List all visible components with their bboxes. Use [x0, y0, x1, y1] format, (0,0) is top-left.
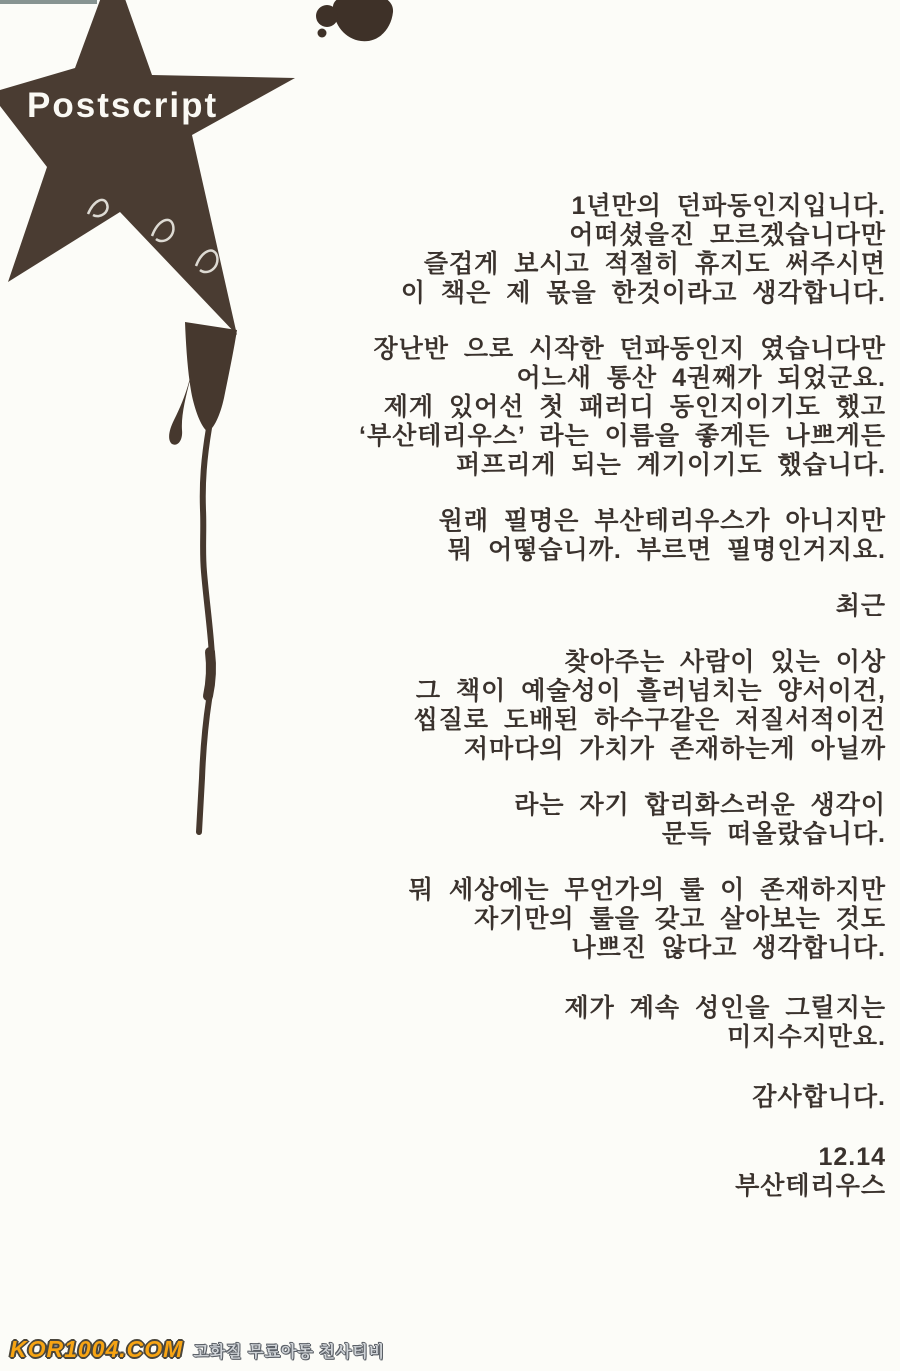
- text-line: 장난반 으로 시작한 던파동인지 였습니다만: [373, 335, 886, 363]
- text-line: 나쁘진 않다고 생각합니다.: [571, 934, 886, 962]
- watermark: [10, 1336, 385, 1363]
- ink-drip-tail: [199, 428, 212, 832]
- watermark-tagline-text: 고화질 무료아동 천사티비: [193, 1344, 386, 1361]
- text-line: 찾아주는 사람이 있는 이상: [564, 648, 886, 676]
- text-line: 어떠셨을진 모르겠습니다만: [569, 221, 886, 249]
- text-line: 문득 떠올랐습니다.: [661, 820, 886, 848]
- ink-blot-icon: [316, 0, 393, 41]
- text-line: 퍼프리게 되는 계기이기도 했습니다.: [455, 451, 886, 479]
- text-line: 감사합니다.: [752, 1083, 886, 1111]
- text-line: 그 책이 예술성이 흘러넘치는 양서이건,: [415, 677, 886, 705]
- paragraph-rules: [359, 876, 886, 963]
- ink-drip: [185, 322, 237, 432]
- text-line: 라는 자기 합리화스러운 생각이: [514, 791, 886, 819]
- paragraph-penname: [359, 507, 886, 565]
- text-line: 즐겁게 보시고 적절히 휴지도 써주시면: [423, 250, 886, 278]
- watermark-site-text: KOR1004.COM: [10, 1336, 184, 1362]
- text-line: 원래 필명은 부산테리우스가 아니지만: [438, 507, 886, 535]
- signature-date: 12.14: [818, 1143, 886, 1171]
- text-line: 최근: [835, 592, 886, 620]
- page-title: Postscript: [27, 86, 219, 125]
- star-ink-artwork: [0, 0, 420, 860]
- paragraph-future: [359, 994, 886, 1052]
- text-line: 제게 있어선 첫 패러디 동인지이기도 했고: [383, 393, 886, 421]
- text-line: 1년만의 던파동인지입니다.: [571, 192, 886, 220]
- text-line: 씹질로 도배된 하수구같은 저질서적이건: [413, 706, 886, 734]
- ink-droplet: [169, 378, 190, 445]
- text-line: 미지수지만요.: [727, 1023, 886, 1051]
- text-line: ‘부산테리우스’ 라는 이름을 좋게든 나쁘게든: [359, 422, 886, 450]
- signature-block: [359, 1143, 886, 1201]
- paragraph-value: [359, 648, 886, 764]
- paragraph-history: [359, 335, 886, 480]
- text-line: 뭐 어떻습니까. 부르면 필명인거지요.: [448, 536, 886, 564]
- text-line: 이 책은 제 몫을 한것이라고 생각합니다.: [400, 279, 886, 307]
- text-line: 자기만의 룰을 갖고 살아보는 것도: [474, 905, 886, 933]
- afterword-letter: [359, 192, 886, 1228]
- paragraph-thanks: [359, 1083, 886, 1112]
- paragraph-intro: [359, 192, 886, 308]
- text-line: 어느새 통산 4권째가 되었군요.: [516, 364, 886, 392]
- text-line: 뭐 세상에는 무언가의 룰 이 존재하지만: [408, 876, 886, 904]
- ink-drip-bulge: [208, 652, 211, 696]
- paragraph-recently: [359, 592, 886, 621]
- text-line: 제가 계속 성인을 그릴지는: [564, 994, 886, 1022]
- star-icon: [0, 0, 295, 335]
- signature-name: 부산테리우스: [735, 1172, 886, 1200]
- text-line: 저마다의 가치가 존재하는게 아닐까: [463, 735, 886, 763]
- paragraph-thought: [359, 791, 886, 849]
